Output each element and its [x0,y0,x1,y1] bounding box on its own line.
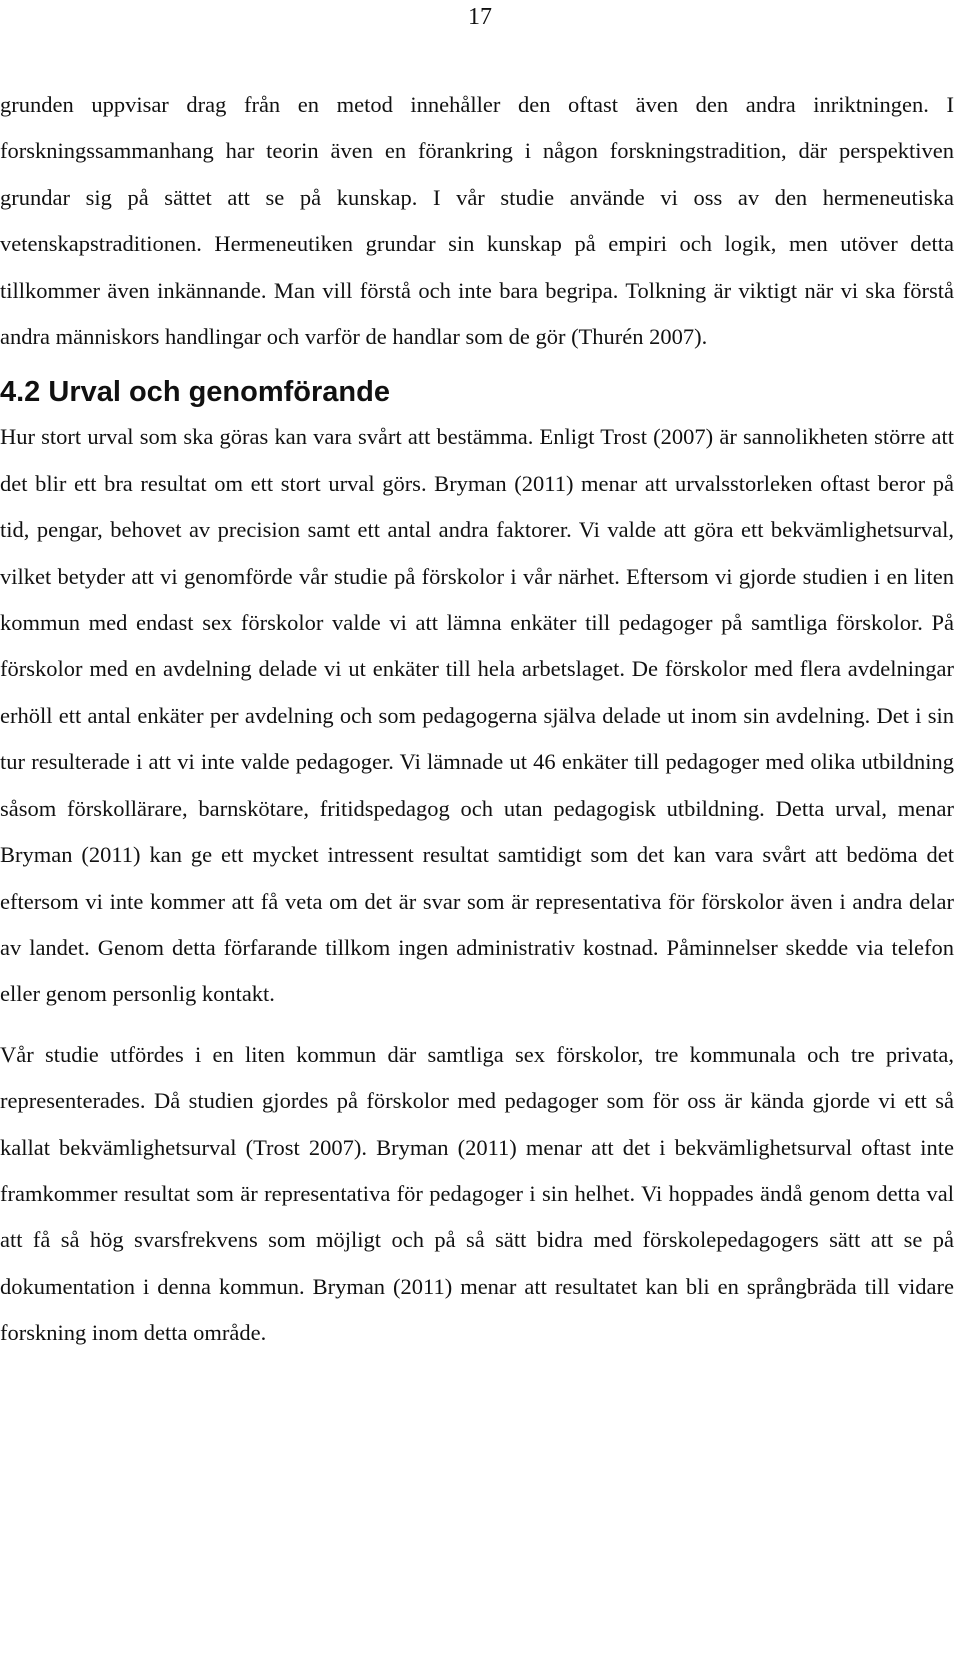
section-heading: 4.2 Urval och genomförande [0,376,390,409]
document-body [0,82,954,1357]
section-paragraph-1: Hur stort urval som ska göras kan vara svårt att bestämma. Enligt Trost (2007) är sannolikheten större att det blir ett bra resultat om ett stort urval görs. Bryman (2011) menar att urvalsstorleken oftast beror på tid, pengar, behovet av precision samt ett antal andra faktorer. Vi valde att göra ett bekvämlighetsurval, vilket betyder att vi genomförde vår studie på förskolor i vår närhet. Eftersom vi gjorde studien i en liten kommun med endast sex förskolor valde vi att lämna enkäter till pedagoger på samtliga förskolor. På förskolor med en avdelning delade vi ut enkäter till hela arbetslaget. De förskolor med flera avdelningar erhöll ett antal enkäter per avdelning och som pedagogerna själva delade ut inom sin avdelning. Det i sin tur resulterade i att vi inte valde pedagoger. Vi lämnade ut 46 enkäter till pedagoger med olika utbildning såsom förskollärare, barnskötare, fritidspedagog och utan pedagogisk utbildning. Detta urval, menar Bryman (2011) kan ge ett mycket intressent resultat samtidigt som det kan vara svårt att bedöma det eftersom vi inte kommer att få veta om det är svar som är representativa för förskolor även i andra delar av landet. Genom detta förfarande tillkom ingen administrativ kostnad. Påminnelser skedde via telefon eller genom personlig kontakt. [0,424,954,1007]
section-paragraph-2: Vår studie utfördes i en liten kommun där samtliga sex förskolor, tre kommunala och tre privata, representerades. Då studien gjordes på förskolor med pedagoger som för oss är kända gjorde vi ett så kallat bekvämlighetsurval (Trost 2007). Bryman (2011) menar att det i bekvämlighetsurval oftast inte framkommer resultat som är representativa för pedagoger i sin helhet. Vi hoppades ändå genom detta val att få så hög svarsfrekvens som möjligt och på så sätt bidra med förskolepedagogers sätt att se på dokumentation i denna kommun. Bryman (2011) menar att resultatet kan bli en språngbräda till vidare forskning inom detta område. [0,1041,954,1346]
page-number: 17 [468,4,492,30]
intro-paragraph: grunden uppvisar drag från en metod innehåller den oftast även den andra inriktningen. I forskningssammanhang har teorin även en förankring i någon forskningstradition, där perspektiven grundar sig på sättet att se på kunskap. I vår studie använde vi oss av den hermeneutiska vetenskapstraditionen. Hermeneutiken grundar sin kunskap på empiri och logik, men utöver detta tillkommer även inkännande. Man vill förstå och inte bara begripa. Tolkning är viktigt när vi ska förstå andra människors handlingar och varför de handlar som de gör (Thurén 2007). [0,92,954,350]
